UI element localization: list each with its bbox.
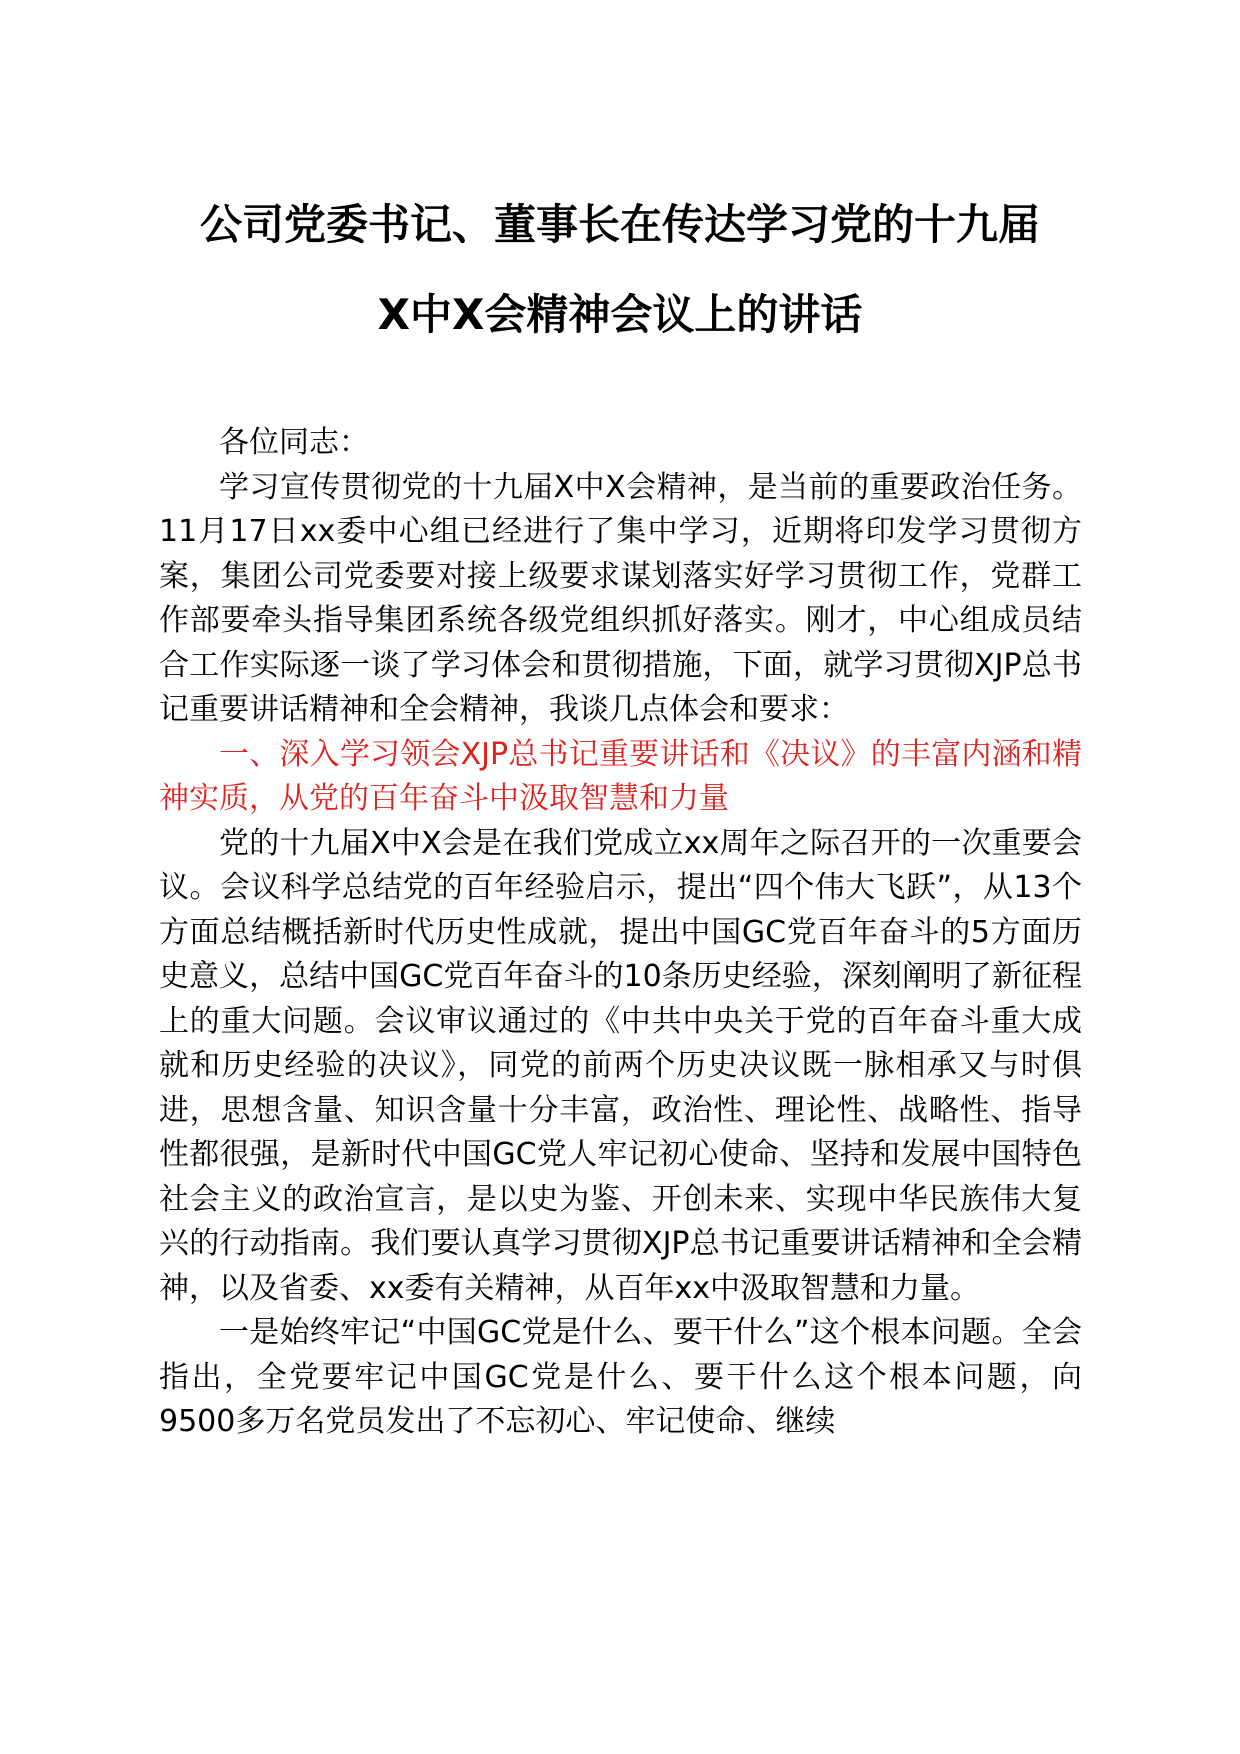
section-1-point-1-paragraph: 一是始终牢记“中国GC党是什么、要干什么”这个根本问题。全会指出，全党要牢记中国GC党是什么、要干什么这个根本问题，向9500多万名党员发出了不忘初心、牢记使命、继续 [159, 1315, 1082, 1439]
salutation: 各位同志： [219, 425, 369, 460]
document-title-line-1: 公司党委书记、董事长在传达学习党的十九届 [199, 200, 1040, 249]
document-title-line-2: X中X会精神会议上的讲话 [377, 290, 863, 339]
section-1-heading: 一、深入学习领会XJP总书记重要讲话和《决议》的丰富内涵和精神实质，从党的百年奋斗中汲取智慧和力量 [159, 736, 1082, 816]
section-1-paragraph: 党的十九届X中X会是在我们党成立xx周年之际召开的一次重要会议。会议科学总结党的百年经验启示，提出“四个伟大飞跃”，从13个方面总结概括新时代历史性成就，提出中国GC党百年奋斗的5方面历史意义，总结中国GC党百年奋斗的10条历史经验，深刻阐明了新征程上的重大问题。会议审议通过的《中共中央关于党的百年奋斗重大成就和历史经验的决议》，同党的前两个历史决议既一脉相承又与时俱进，思想含量、知识含量十分丰富，政治性、理论性、战略性、指导性都很强，是新时代中国GC党人牢记初心使命、坚持和发展中国特色社会主义的政治宣言，是以史为鉴、开创未来、实现中华民族伟大复兴的行动指南。我们要认真学习贯彻XJP总书记重要讲话精神和全会精神，以及省委、xx委有关精神，从百年xx中汲取智慧和力量。 [159, 825, 1082, 1306]
document-body [159, 421, 1082, 1445]
intro-paragraph: 学习宣传贯彻党的十九届X中X会精神，是当前的重要政治任务。11月17日xx委中心组已经进行了集中学习，近期将印发学习贯彻方案，集团公司党委要对接上级要求谋划落实好学习贯彻工作，党群工作部要牵头指导集团系统各级党组织抓好落实。刚才，中心组成员结合工作实际逐一谈了学习体会和贯彻措施，下面，就学习贯彻XJP总书记重要讲话精神和全会精神，我谈几点体会和要求： [159, 469, 1082, 727]
